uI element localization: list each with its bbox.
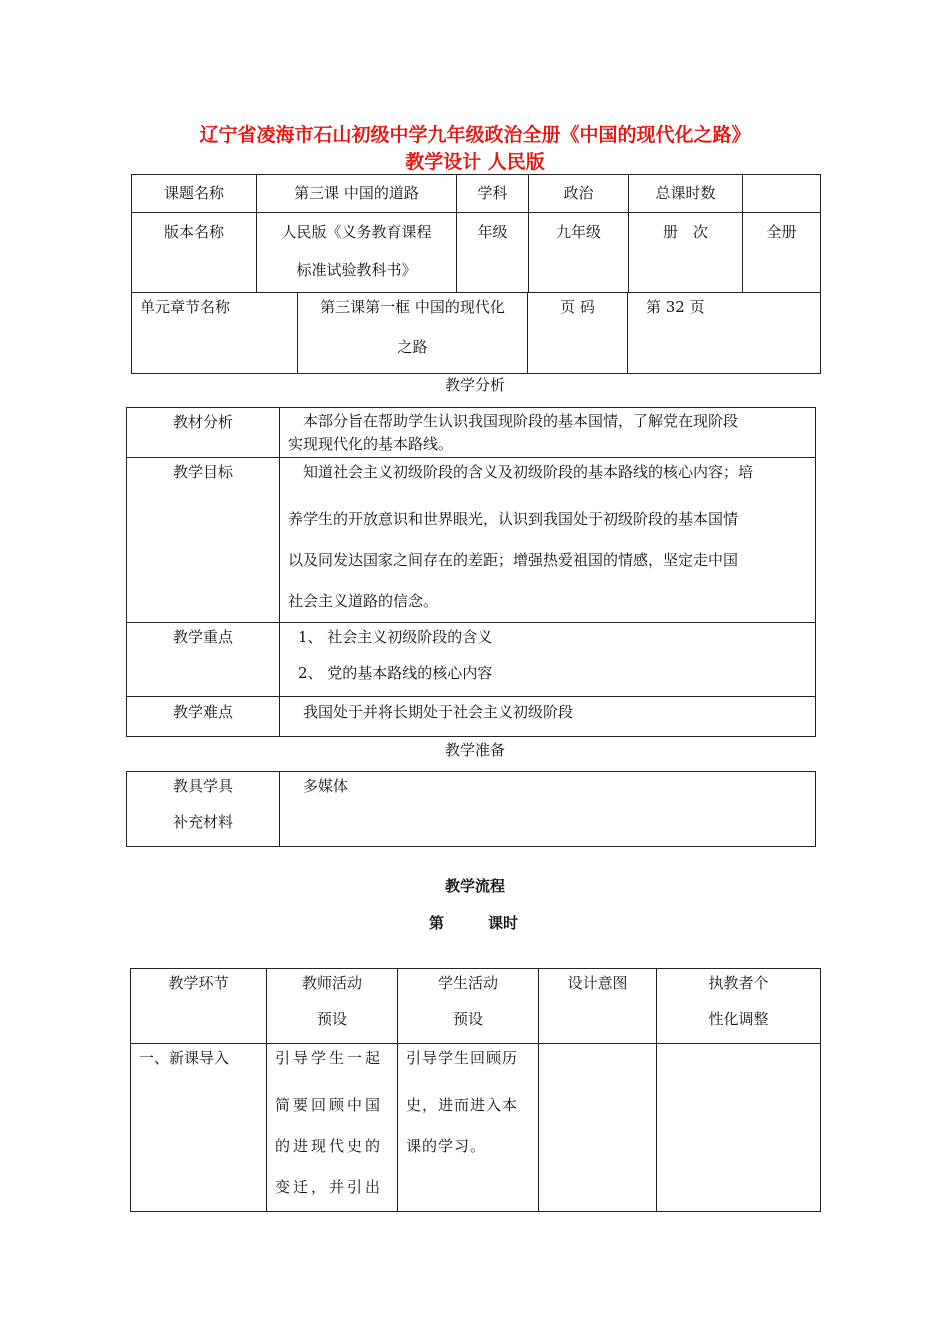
analysis-line: 实现现代化的基本路线。	[288, 435, 454, 453]
grade-value: 九年级	[529, 213, 629, 293]
page-value: 第 32 页	[628, 293, 821, 374]
student-line: 引导学生回顾历	[406, 1049, 519, 1067]
analysis-content-0	[280, 408, 816, 458]
analysis-line: 以及同发达国家之间存在的差距；增强热爱祖国的情感，坚定走中国	[288, 551, 739, 569]
teacher-line: 引导学生一起	[275, 1049, 384, 1067]
chapter-table	[131, 292, 821, 374]
col-header-text: 执教者个	[708, 974, 769, 992]
preparation-value: 多媒体	[280, 772, 816, 847]
col-header-text: 教学环节	[168, 974, 229, 992]
col-header-intent	[539, 969, 657, 1044]
edition-value	[257, 213, 457, 293]
subject-value: 政治	[529, 175, 629, 213]
edition-value-line2: 标准试验教科书》	[296, 261, 417, 279]
col-header-text: 学生活动	[437, 974, 498, 992]
teacher-cell	[267, 1044, 398, 1212]
adjust-cell	[657, 1044, 821, 1212]
volume-value: 全册	[743, 213, 821, 293]
edition-label: 版本名称	[132, 213, 257, 293]
page-title-line2: 教学设计 人民版	[405, 151, 545, 173]
analysis-label-2: 教学重点	[127, 623, 280, 697]
page-title-line1: 辽宁省凌海市石山初级中学九年级政治全册《中国的现代化之路》	[199, 124, 751, 146]
col-header-text: 预设	[316, 1010, 347, 1028]
chapter-value-line2: 之路	[397, 338, 428, 356]
process-table	[130, 968, 821, 1212]
chapter-value-line1: 第三课第一框 中国的现代化	[320, 298, 505, 316]
analysis-content-3	[280, 697, 816, 737]
analysis-label-0: 教材分析	[127, 408, 280, 458]
col-header-adjust	[657, 969, 821, 1044]
teacher-line: 变迁，并引出	[275, 1178, 384, 1196]
stage-cell: 一、新课导入	[131, 1044, 267, 1212]
period-label-b: 课时	[488, 914, 519, 932]
col-header-student	[398, 969, 539, 1044]
col-header-teacher	[267, 969, 398, 1044]
chapter-value	[298, 293, 528, 374]
header-table	[131, 174, 821, 293]
preparation-heading: 教学准备	[444, 741, 505, 759]
intent-cell	[539, 1044, 657, 1212]
analysis-content-1	[280, 458, 816, 623]
col-header-text: 教师活动	[301, 974, 362, 992]
process-heading: 教学流程	[444, 877, 505, 895]
col-header-text: 预设	[452, 1010, 483, 1028]
chapter-label: 单元章节名称	[132, 293, 298, 374]
analysis-label-3: 教学难点	[127, 697, 280, 737]
grade-label: 年级	[457, 213, 529, 293]
analysis-line: 1、 社会主义初级阶段的含义	[298, 628, 493, 646]
student-cell	[398, 1044, 539, 1212]
analysis-label-1: 教学目标	[127, 458, 280, 623]
analysis-heading: 教学分析	[444, 376, 505, 394]
supplement-label: 补充材料	[172, 813, 233, 831]
preparation-label	[127, 772, 280, 847]
analysis-table	[126, 407, 816, 737]
analysis-line: 本部分旨在帮助学生认识我国现阶段的基本国情，了解党在现阶段	[288, 412, 739, 430]
col-header-stage	[131, 969, 267, 1044]
analysis-line: 社会主义道路的信念。	[288, 592, 439, 610]
preparation-table	[126, 771, 816, 847]
teacher-line: 简要回顾中国	[275, 1096, 384, 1114]
total-hours-value	[743, 175, 821, 213]
col-header-text: 性化调整	[708, 1010, 769, 1028]
course-name-label: 课题名称	[132, 175, 257, 213]
page-label: 页 码	[528, 293, 628, 374]
period-label-a: 第	[429, 914, 445, 932]
tools-label: 教具学具	[172, 777, 233, 795]
col-header-text: 设计意图	[567, 974, 628, 992]
analysis-line: 知道社会主义初级阶段的含义及初级阶段的基本路线的核心内容；培	[288, 463, 754, 481]
edition-value-line1: 人民版《义务教育课程	[281, 223, 432, 241]
analysis-line: 我国处于并将长期处于社会主义初级阶段	[288, 703, 574, 721]
analysis-content-2	[280, 623, 816, 697]
teacher-line: 的进现代史的	[275, 1137, 384, 1155]
subject-label: 学科	[457, 175, 529, 213]
total-hours-label: 总课时数	[629, 175, 743, 213]
analysis-line: 2、 党的基本路线的核心内容	[298, 664, 493, 682]
volume-label: 册 次	[629, 213, 743, 293]
student-line: 课的学习。	[406, 1137, 487, 1155]
course-name-value: 第三课 中国的道路	[257, 175, 457, 213]
analysis-line: 养学生的开放意识和世界眼光，认识到我国处于初级阶段的基本国情	[288, 510, 739, 528]
student-line: 史，进而进入本	[406, 1096, 519, 1114]
